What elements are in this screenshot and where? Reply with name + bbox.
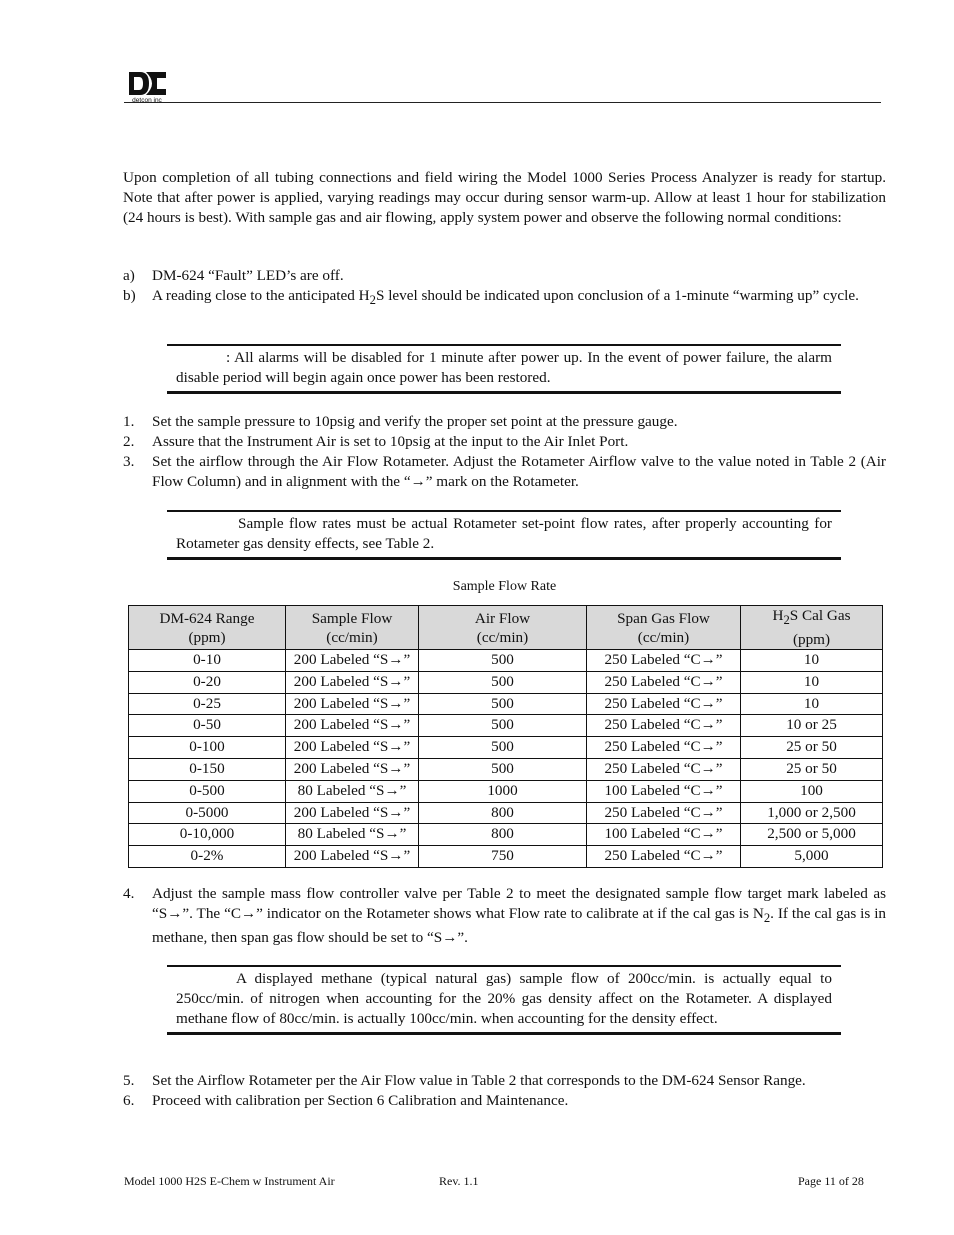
col-header-cal-gas: $H_2S$ Cal Gas (ppm) xyxy=(741,606,883,650)
list-marker: 5. xyxy=(123,1072,135,1089)
table-cell: 10 or 25 xyxy=(741,715,883,737)
table-cell: 80 Labeled “S→” xyxy=(286,824,419,846)
table-cell: 500 xyxy=(419,737,587,759)
table-row xyxy=(129,693,883,715)
note-text: Sample flow rates must be actual Rotameter set-point flow rates, after properly accounting for Rotameter gas density effects, see Table 2. xyxy=(176,515,832,552)
table-cell: 0-150 xyxy=(129,759,286,781)
table-row xyxy=(129,802,883,824)
table-cell: 10 xyxy=(741,671,883,693)
table-cell: 500 xyxy=(419,759,587,781)
table-cell: 500 xyxy=(419,715,587,737)
table-cell: 500 xyxy=(419,671,587,693)
list-text: Set the Airflow Rotameter per the Air Flow value in Table 2 that corresponds to the DM-624 Sensor Range. xyxy=(152,1072,806,1089)
table-cell: 0-10 xyxy=(129,650,286,672)
list-marker: 2. xyxy=(123,433,135,450)
table-header-row xyxy=(129,606,883,650)
col-header-span-gas-flow: Span Gas Flow (cc/min) xyxy=(587,606,741,650)
table-cell: 250 Labeled “C→” xyxy=(587,846,741,868)
list-item xyxy=(123,1091,886,1111)
table-cell: 100 Labeled “C→” xyxy=(587,824,741,846)
note-box xyxy=(167,344,841,394)
table-cell: 250 Labeled “C→” xyxy=(587,802,741,824)
list-item xyxy=(123,1071,886,1091)
list-text: Assure that the Instrument Air is set to 10psig at the input to the Air Inlet Port. xyxy=(152,433,629,450)
table-cell: 250 Labeled “C→” xyxy=(587,759,741,781)
table-cell: 250 Labeled “C→” xyxy=(587,715,741,737)
table-cell: 1,000 or 2,500 xyxy=(741,802,883,824)
table-row xyxy=(129,715,883,737)
list-marker: 6. xyxy=(123,1092,135,1109)
table-cell: 800 xyxy=(419,824,587,846)
table-cell: 0-2% xyxy=(129,846,286,868)
table-cell: 500 xyxy=(419,650,587,672)
col-header-air-flow: Air Flow (cc/min) xyxy=(419,606,587,650)
table-row xyxy=(129,846,883,868)
footer-revision: Rev. 1.1 xyxy=(439,1174,479,1188)
header-rule xyxy=(124,102,881,103)
table-cell: 100 Labeled “C→” xyxy=(587,780,741,802)
table-cell: 25 or 50 xyxy=(741,737,883,759)
table-cell: 1000 xyxy=(419,780,587,802)
table-cell: 200 Labeled “S→” xyxy=(286,650,419,672)
table-row xyxy=(129,824,883,846)
table-cell: 750 xyxy=(419,846,587,868)
table-cell: 250 Labeled “C→” xyxy=(587,737,741,759)
list-marker: 1. xyxy=(123,413,135,430)
footer-page-number: Page 11 of 28 xyxy=(798,1174,864,1188)
list-item xyxy=(123,452,886,492)
note-box xyxy=(167,510,841,560)
table-cell: 200 Labeled “S→” xyxy=(286,802,419,824)
list-item xyxy=(123,884,886,948)
table-cell: 10 xyxy=(741,650,883,672)
table-cell: 500 xyxy=(419,693,587,715)
table-cell: 250 Labeled “C→” xyxy=(587,650,741,672)
table-cell: 100 xyxy=(741,780,883,802)
list-item xyxy=(123,412,886,432)
sample-flow-table xyxy=(128,605,883,868)
list-text: Adjust the sample mass flow controller valve per Table 2 to meet the designated sample flow target mark labeled as “S→”. The “C→” indicator on the Rotameter shows what Flow rate to calibrate at if the cal gas is $N_2$. If the cal gas is in methane, then span gas flow should be set to “S→”. xyxy=(152,885,887,947)
table-cell: 250 Labeled “C→” xyxy=(587,693,741,715)
table-cell: 0-100 xyxy=(129,737,286,759)
table-cell: 200 Labeled “S→” xyxy=(286,671,419,693)
list-item xyxy=(123,286,886,310)
table-cell: 10 xyxy=(741,693,883,715)
list-marker: 4. xyxy=(123,885,135,902)
table-cell: 200 Labeled “S→” xyxy=(286,759,419,781)
table-cell: 0-50 xyxy=(129,715,286,737)
table-cell: 25 or 50 xyxy=(741,759,883,781)
conditions-list xyxy=(123,266,886,310)
table-cell: 80 Labeled “S→” xyxy=(286,780,419,802)
table-cell: 0-25 xyxy=(129,693,286,715)
table-row xyxy=(129,671,883,693)
table-cell: 0-5000 xyxy=(129,802,286,824)
table-cell: 250 Labeled “C→” xyxy=(587,671,741,693)
table-cell: 200 Labeled “S→” xyxy=(286,737,419,759)
table-cell: 800 xyxy=(419,802,587,824)
table-cell: 0-20 xyxy=(129,671,286,693)
table-row xyxy=(129,759,883,781)
list-text: Set the sample pressure to 10psig and verify the proper set point at the pressure gauge. xyxy=(152,413,678,430)
steps-list xyxy=(123,412,886,492)
table-row xyxy=(129,737,883,759)
list-item xyxy=(123,432,886,452)
table-row xyxy=(129,650,883,672)
list-item xyxy=(123,266,886,286)
list-text: A reading close to the anticipated $H_2S$ level should be indicated upon conclusion of a 1-minute “warming up” cycle. xyxy=(152,287,859,308)
table-row xyxy=(129,780,883,802)
note-box xyxy=(167,965,841,1035)
steps-list xyxy=(123,1071,886,1111)
list-text: Proceed with calibration per Section 6 Calibration and Maintenance. xyxy=(152,1092,569,1109)
logo-text: detcon inc xyxy=(132,97,162,104)
steps-list xyxy=(123,884,886,948)
col-header-sample-flow: Sample Flow (cc/min) xyxy=(286,606,419,650)
table-cell: 2,500 or 5,000 xyxy=(741,824,883,846)
table-cell: 0-10,000 xyxy=(129,824,286,846)
table-cell: 200 Labeled “S→” xyxy=(286,693,419,715)
table-cell: 200 Labeled “S→” xyxy=(286,846,419,868)
note-text: A displayed methane (typical natural gas) sample flow of 200cc/min. is actually equal to 250cc/min. of nitrogen when accounting for the 20% gas density affect on the Rotameter. A displayed methane flow of 80cc/min. is actually 100cc/min. when accounting for the density effect. xyxy=(176,970,832,1027)
table-cell: 200 Labeled “S→” xyxy=(286,715,419,737)
list-marker: a) xyxy=(123,267,135,284)
list-text: Set the airflow through the Air Flow Rotameter. Adjust the Rotameter Airflow valve to the value noted in Table 2 (Air Flow Column) and in alignment with the “→” mark on the Rotameter. xyxy=(152,453,886,490)
table-caption: Sample Flow Rate xyxy=(452,579,557,594)
list-text: DM-624 “Fault” LED’s are off. xyxy=(152,267,344,284)
intro-paragraph: Upon completion of all tubing connections and field wiring the Model 1000 Series Process Analyzer is ready for startup. Note that after power is applied, varying readings may occur during sensor warm-up. Allow at least 1 hour for stabilization (24 hours is best). With sample gas and air flowing, apply system power and observe the following normal conditions: xyxy=(123,169,886,226)
col-header-range: DM-624 Range (ppm) xyxy=(129,606,286,650)
list-marker: b) xyxy=(123,287,136,304)
table-cell: 5,000 xyxy=(741,846,883,868)
table-cell: 0-500 xyxy=(129,780,286,802)
list-marker: 3. xyxy=(123,453,135,470)
detcon-logo xyxy=(124,70,170,104)
note-text: : All alarms will be disabled for 1 minute after power up. In the event of power failure, the alarm disable period will begin again once power has been restored. xyxy=(176,349,832,386)
footer-document-title: Model 1000 H2S E-Chem w Instrument Air xyxy=(124,1174,335,1188)
